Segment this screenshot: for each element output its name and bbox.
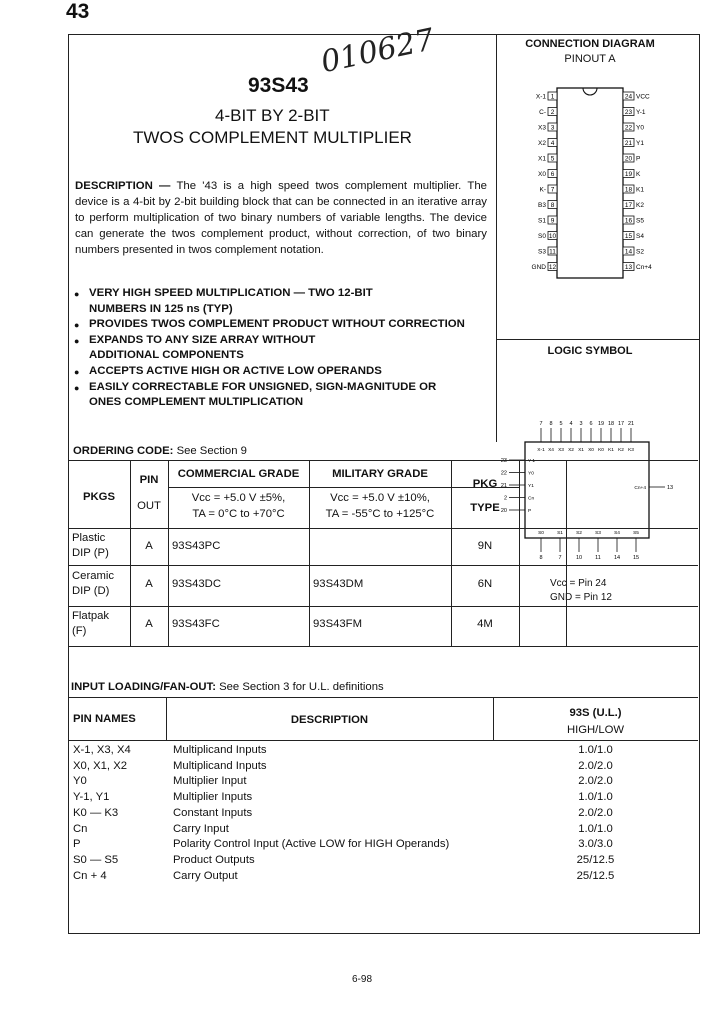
pin-label: P	[636, 155, 641, 163]
pin-label: S2	[576, 531, 582, 536]
table-rule	[68, 740, 698, 741]
logic-symbol-title: LOGIC SYMBOL	[547, 345, 633, 357]
pin-label: Cn+4	[636, 264, 652, 271]
table-rule	[168, 460, 169, 646]
pin-name: X-1, X3, X4	[73, 744, 131, 756]
pin-label: S3	[595, 531, 601, 536]
pin-description: Multiplier Input	[173, 775, 247, 788]
pinout-code: A	[145, 618, 153, 630]
pin-label: Cn	[528, 496, 535, 502]
loading-label: INPUT LOADING/FAN-OUT:	[71, 681, 216, 693]
table-rule	[68, 460, 698, 461]
pin-number: 7	[550, 186, 555, 194]
pin-number: 4	[569, 421, 573, 427]
package-code: 4M	[477, 618, 493, 630]
pin-label: B3	[538, 202, 546, 209]
pin-number: 10	[548, 233, 557, 240]
header-military: MILITARY GRADE	[332, 468, 428, 480]
pin-label: S5	[636, 217, 644, 225]
package-code: 9N	[477, 540, 493, 552]
pin-number: 19	[624, 171, 633, 178]
pin-description: Carry Output	[173, 869, 238, 882]
pin-description: Multiplicand Inputs	[173, 759, 267, 772]
pin-label: Y1	[636, 140, 644, 147]
part-number: 93S43	[248, 74, 309, 97]
pin-description: Carry Input	[173, 822, 229, 835]
pin-label: K2	[636, 202, 644, 209]
feature-item: ● VERY HIGH SPEED MULTIPLICATION — TWO 12-BIT	[74, 286, 494, 302]
pin-description: Polarity Control Input (Active LOW for HIGH Operands)	[173, 838, 450, 851]
pin-number: 13	[667, 485, 674, 491]
unit-load: 1.0/1.0	[578, 822, 613, 835]
pin-label: C-	[539, 109, 546, 116]
pin-label: S4	[614, 531, 620, 536]
loading-table	[68, 697, 700, 897]
table-rule	[309, 460, 310, 646]
pin-name: Y-1, Y1	[73, 791, 110, 804]
pin-number: 22	[624, 124, 633, 132]
ic-notch	[583, 88, 597, 95]
unit-load: 25/12.5	[576, 869, 615, 882]
pin-number: 24	[624, 93, 633, 101]
pin-label: X-1	[537, 448, 545, 453]
pin-label: K	[636, 171, 641, 178]
pin-number: 7	[558, 555, 562, 561]
pin-number: 20	[500, 508, 507, 514]
pin-label: S3	[538, 248, 546, 256]
subtitle-line-1: 4-BIT BY 2-BIT	[215, 106, 330, 125]
unit-load: 1.0/1.0	[578, 744, 613, 756]
ordering-code-line	[73, 445, 247, 457]
pin-description: Constant Inputs	[173, 806, 253, 819]
pin-label: Y0	[636, 124, 644, 132]
pin-number: 15	[632, 555, 640, 561]
pin-number: 21	[500, 483, 507, 489]
pin-label: K0	[598, 448, 604, 453]
pin-number: 1	[550, 93, 555, 101]
loading-line	[71, 681, 384, 693]
pin-description: Multiplicand Inputs	[173, 744, 267, 756]
pin-label: S5	[633, 531, 639, 536]
feature-item: ONES COMPLEMENT MULTIPLICATION	[89, 396, 304, 409]
pin-name: K0 — K3	[73, 806, 119, 819]
package-name: Flatpak	[72, 610, 110, 622]
mil-ta: TA = -55°C to +125°C	[325, 508, 435, 520]
package-name: Plastic	[72, 532, 106, 544]
pin-number: 8	[550, 202, 555, 209]
unit-load: 2.0/2.0	[578, 775, 613, 788]
pin-label: Y-1	[636, 109, 646, 116]
pin-number: 15	[624, 233, 633, 240]
subtitle-line-2: TWOS COMPLEMENT MULTIPLIER	[133, 128, 412, 147]
pin-number: 10	[575, 555, 583, 561]
header-pkg: PKG	[472, 478, 498, 490]
pin-label: K1	[608, 448, 614, 453]
pin-name: X0, X1, X2	[73, 759, 128, 772]
gnd-note: GND = Pin 12	[550, 592, 612, 603]
description-label: DESCRIPTION —	[75, 180, 171, 192]
pin-label: GND	[531, 264, 546, 271]
pin-name: Cn	[73, 822, 88, 835]
pin-label: S0	[538, 233, 546, 240]
commercial-part: 93S43FC	[172, 618, 220, 630]
header-commercial: COMMERCIAL GRADE	[177, 468, 300, 480]
package-type: DIP (P)	[72, 547, 109, 559]
pin-label: P	[528, 509, 532, 514]
pin-number: 12	[548, 264, 557, 271]
pin-label: S1	[538, 217, 546, 225]
pin-number: 6	[589, 421, 593, 427]
page-number: 43	[66, 0, 90, 23]
pin-number: 13	[624, 264, 633, 271]
connection-diagram-title: CONNECTION DIAGRAM	[525, 38, 655, 50]
table-rule	[68, 606, 698, 607]
feature-item: ● EXPANDS TO ANY SIZE ARRAY WITHOUT	[74, 333, 494, 349]
connection-diagram-subtitle: PINOUT A	[564, 53, 616, 65]
pin-label: X-1	[535, 93, 546, 101]
mil-vcc: Vcc = +5.0 V ±10%,	[330, 492, 430, 504]
pin-name: P	[73, 838, 81, 851]
table-rule	[68, 646, 698, 647]
pin-label: X2	[568, 448, 574, 453]
pin-number: 4	[550, 140, 555, 147]
pin-number: 8	[539, 555, 543, 561]
ordering-label: ORDERING CODE:	[73, 445, 174, 457]
pin-label: S0	[538, 531, 544, 536]
package-type: DIP (D)	[72, 585, 110, 597]
pin-number: 14	[613, 555, 621, 561]
commercial-part: 93S43PC	[172, 540, 221, 552]
pinout-code: A	[145, 540, 153, 552]
unit-load: 2.0/2.0	[578, 806, 613, 819]
pin-number: 8	[549, 421, 553, 427]
pin-number: 2	[550, 109, 555, 116]
description-text: The '43 is a high speed twos complement multiplier. The device is a 4-bit by 2-bit building block that can be connected in an iterative array to perform multiplication of two binary numbers of variable lengths. The device can generate the twos complement product, without correction, of two binary numbers presented in twos complement notation.	[75, 180, 487, 256]
military-part: 93S43FM	[313, 618, 362, 630]
pin-number: 20	[624, 155, 633, 163]
pin-label: K1	[636, 186, 644, 194]
pin-label: X3	[538, 124, 546, 132]
unit-load: 1.0/1.0	[578, 791, 613, 804]
comm-vcc: Vcc = +5.0 V ±5%,	[191, 492, 286, 504]
pin-label: Cn+4	[634, 486, 646, 491]
package-name: Ceramic	[72, 570, 115, 582]
pin-name: S0 — S5	[73, 853, 119, 866]
feature-item: NUMBERS IN 125 ns (TYP)	[89, 302, 233, 315]
pin-number: 9	[550, 217, 555, 225]
header-ul: 93S (U.L.)	[569, 707, 622, 719]
pin-number: 2	[503, 495, 507, 502]
package-type: (F)	[72, 625, 87, 637]
pin-label: K2	[618, 448, 624, 453]
ordering-table	[68, 460, 700, 648]
table-rule	[68, 565, 698, 566]
connection-diagram	[497, 64, 697, 294]
pin-label: K3	[628, 448, 634, 453]
pin-label: Y1	[528, 484, 534, 489]
pin-number: 11	[595, 555, 601, 561]
commercial-part: 93S43DC	[172, 578, 221, 590]
comm-ta: TA = 0°C to +70°C	[192, 508, 285, 520]
pin-number: 17	[617, 421, 625, 427]
feature-item: ADDITIONAL COMPONENTS	[89, 349, 244, 362]
header-pin-names: PIN NAMES	[73, 713, 136, 725]
pin-number: 23	[624, 109, 633, 116]
pin-label: X3	[558, 448, 564, 453]
pin-number: 17	[624, 202, 633, 209]
pin-number: 21	[627, 421, 635, 427]
pin-description: Product Outputs	[173, 853, 255, 866]
pin-number: 22	[500, 470, 507, 477]
military-part: 93S43DM	[313, 578, 364, 590]
unit-load: 25/12.5	[576, 853, 615, 866]
feature-item: ● EASILY CORRECTABLE FOR UNSIGNED, SIGN-MAGNITUDE OR	[74, 380, 494, 396]
pin-label: S2	[636, 248, 644, 256]
pinout-code: A	[145, 578, 153, 590]
loading-ref: See Section 3 for U.L. definitions	[219, 681, 384, 693]
feature-item: ● PROVIDES TWOS COMPLEMENT PRODUCT WITHOUT CORRECTION	[74, 317, 494, 333]
header-pkgs: PKGS	[82, 491, 115, 503]
pin-number: 18	[624, 186, 633, 194]
pin-number: 3	[550, 124, 555, 132]
ic-body	[557, 88, 623, 278]
pin-number: 23	[500, 458, 507, 464]
pin-number: 7	[539, 421, 543, 427]
table-rule	[519, 460, 520, 646]
pin-number: 19	[597, 421, 605, 427]
pin-label: X0	[588, 448, 594, 453]
diagram-divider	[496, 339, 700, 340]
description-paragraph	[75, 178, 487, 258]
pin-label: S4	[636, 233, 644, 240]
package-code: 6N	[477, 578, 493, 590]
table-rule	[68, 697, 698, 698]
pin-number: 6	[550, 171, 555, 178]
unit-load: 2.0/2.0	[578, 759, 613, 772]
header-highlow: HIGH/LOW	[566, 724, 625, 736]
pin-number: 5	[559, 421, 563, 427]
header-out: OUT	[137, 500, 161, 512]
pin-label: X1	[578, 448, 584, 453]
pin-number: 18	[607, 421, 615, 427]
pin-description: Multiplier Inputs	[173, 791, 253, 804]
pin-label: X0	[538, 171, 546, 178]
pin-label: Y0	[528, 471, 534, 477]
ordering-ref: See Section 9	[176, 445, 247, 457]
pin-label: K-	[539, 186, 546, 194]
pin-number: 16	[624, 217, 633, 225]
handwritten-note: 010627	[318, 22, 438, 81]
pin-number: 5	[550, 155, 555, 163]
table-rule	[566, 460, 567, 646]
pin-label: VCC	[636, 93, 650, 101]
header-type: TYPE	[470, 502, 500, 514]
pin-number: 14	[624, 248, 633, 256]
page-footer: 6-98	[352, 974, 373, 985]
pin-number: 21	[624, 140, 633, 147]
pin-label: X1	[538, 155, 546, 163]
unit-load: 3.0/3.0	[578, 838, 613, 851]
pin-label: Y-1	[528, 459, 536, 464]
pin-name: Y0	[73, 775, 87, 788]
pin-label: S1	[557, 531, 563, 536]
feature-list	[74, 286, 494, 411]
table-rule	[68, 528, 698, 529]
feature-item: ● ACCEPTS ACTIVE HIGH OR ACTIVE LOW OPERANDS	[74, 364, 494, 380]
pin-number: 3	[579, 421, 583, 427]
header-pin: PIN	[139, 474, 159, 486]
pin-label: X4	[548, 448, 554, 453]
pin-label: X2	[538, 140, 546, 147]
pin-number: 11	[549, 248, 556, 256]
pin-name: Cn + 4	[73, 869, 107, 882]
vcc-note: Vcc = Pin 24	[550, 578, 607, 589]
header-description: DESCRIPTION	[290, 714, 369, 726]
